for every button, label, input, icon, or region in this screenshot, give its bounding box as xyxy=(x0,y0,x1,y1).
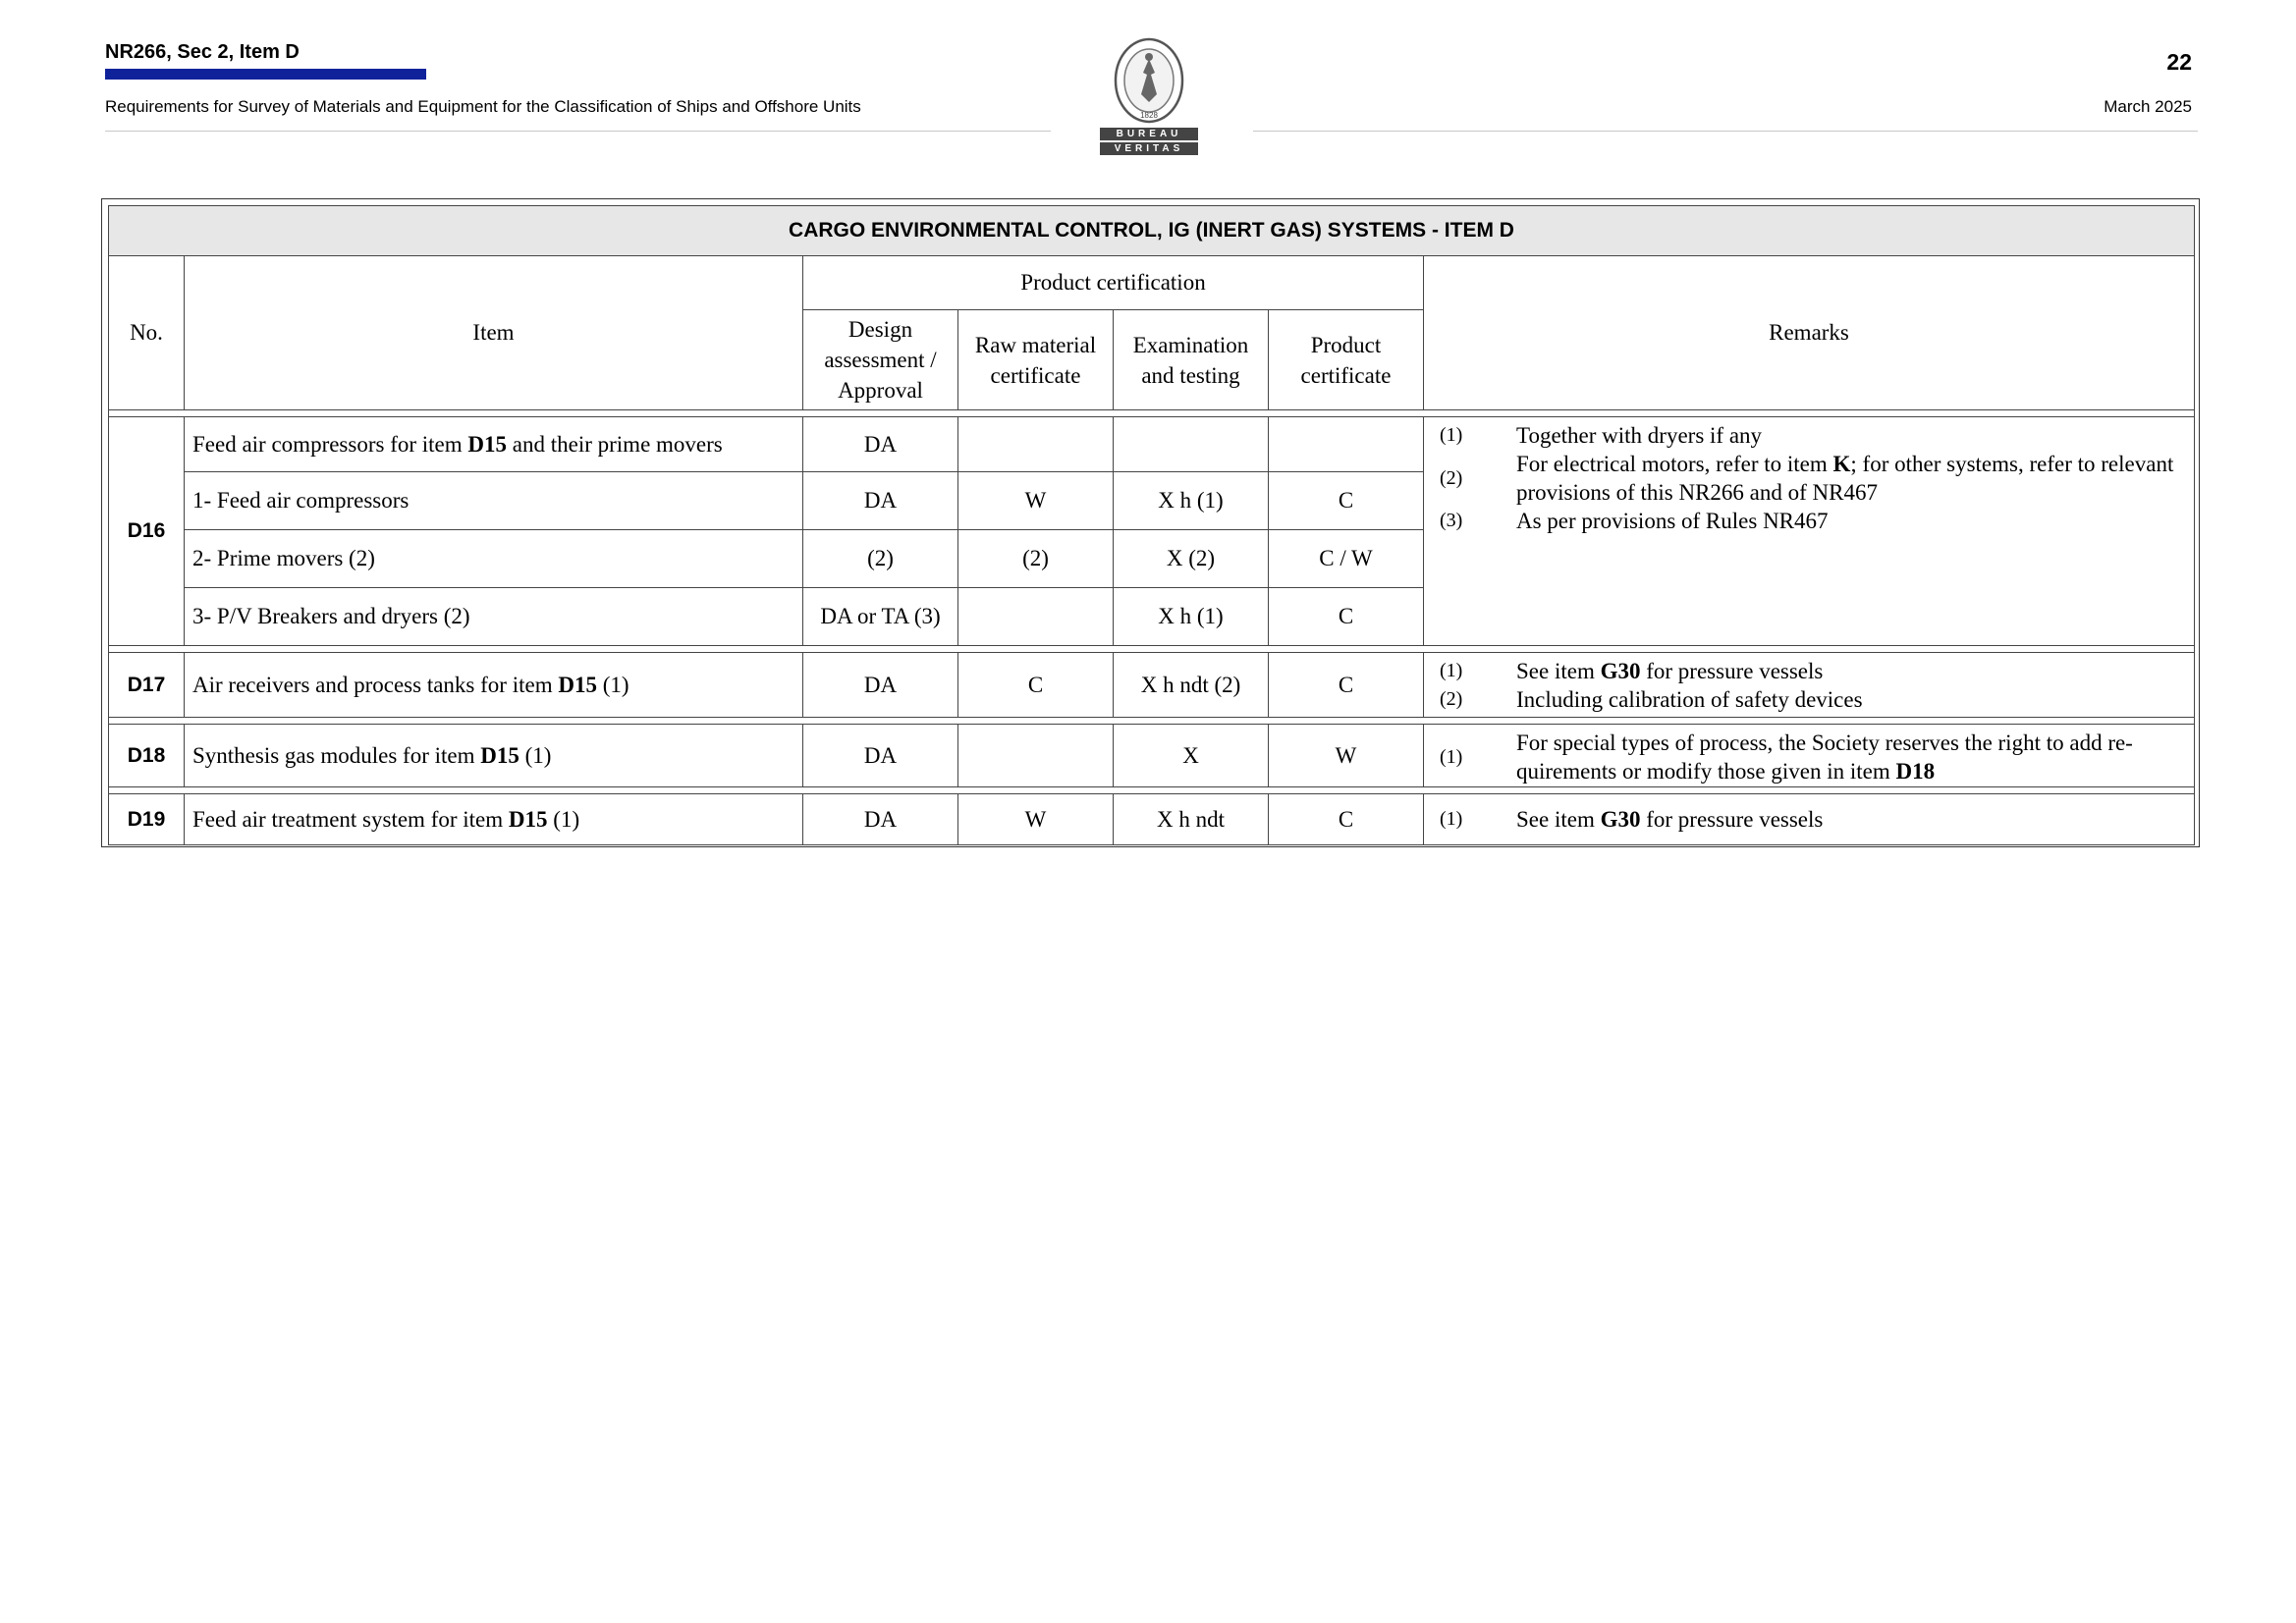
design-value: (2) xyxy=(803,530,958,588)
design-value: DA or TA (3) xyxy=(803,588,958,646)
design-value: DA xyxy=(803,472,958,530)
logo-word-top: BUREAU xyxy=(1100,128,1198,140)
raw-value: C xyxy=(958,653,1114,718)
logo-word-bottom: VERITAS xyxy=(1100,142,1198,155)
exam-value: X h (1) xyxy=(1114,472,1269,530)
item-description: 2- Prime movers (2) xyxy=(185,530,803,588)
col-header-examination: Examination and testing xyxy=(1114,310,1269,410)
seal-icon xyxy=(1098,37,1200,126)
header-accent-bar xyxy=(105,69,426,80)
design-value: DA xyxy=(803,794,958,845)
raw-value xyxy=(958,588,1114,646)
row-separator xyxy=(109,718,2195,725)
document-reference: NR266, Sec 2, Item D xyxy=(105,41,300,63)
col-header-product-certification: Product certification xyxy=(803,256,1424,310)
product-value: C xyxy=(1269,653,1424,718)
table-row xyxy=(109,653,2195,718)
col-header-product-certificate: Product certificate xyxy=(1269,310,1424,410)
logo-year: 1828 xyxy=(1140,111,1158,120)
item-description: Feed air treatment system for item D15 (1) xyxy=(185,794,803,845)
exam-value: X xyxy=(1114,725,1269,787)
page-number: 22 xyxy=(2166,49,2192,75)
product-value xyxy=(1269,417,1424,472)
exam-value xyxy=(1114,417,1269,472)
item-description: Air receivers and process tanks for item D15 (1) xyxy=(185,653,803,718)
col-header-remarks: Remarks xyxy=(1424,256,2195,410)
design-value: DA xyxy=(803,725,958,787)
table-frame xyxy=(101,198,2200,847)
design-value: DA xyxy=(803,653,958,718)
item-number: D19 xyxy=(109,794,185,845)
document-subtitle: Requirements for Survey of Materials and Equipment for the Classification of Ships and Offshore Units xyxy=(105,97,861,116)
raw-value xyxy=(958,417,1114,472)
product-value: C xyxy=(1269,794,1424,845)
table-row xyxy=(109,794,2195,845)
exam-value: X h ndt (2) xyxy=(1114,653,1269,718)
remarks-cell: (1) For special types of process, the Society reserves the right to add re-quirements or modify those given in item D18 xyxy=(1424,725,2195,787)
remarks-cell: (1) See item G30 for pressure vessels (2) Including calibration of safety devices xyxy=(1424,653,2195,718)
raw-value: W xyxy=(958,472,1114,530)
table-row xyxy=(109,417,2195,472)
item-number: D17 xyxy=(109,653,185,718)
raw-value: W xyxy=(958,794,1114,845)
row-separator xyxy=(109,410,2195,417)
product-value: C xyxy=(1269,588,1424,646)
table-title: CARGO ENVIRONMENTAL CONTROL, IG (INERT GAS) SYSTEMS - ITEM D xyxy=(109,206,2195,256)
publication-date: March 2025 xyxy=(2104,97,2192,116)
exam-value: X h (1) xyxy=(1114,588,1269,646)
col-header-design: Design assessment / Approval xyxy=(803,310,958,410)
exam-value: X (2) xyxy=(1114,530,1269,588)
col-header-item: Item xyxy=(185,256,803,410)
item-description: Synthesis gas modules for item D15 (1) xyxy=(185,725,803,787)
item-description: 3- P/V Breakers and dryers (2) xyxy=(185,588,803,646)
header-rule-right xyxy=(1253,131,2198,132)
product-value: C xyxy=(1269,472,1424,530)
col-header-no: No. xyxy=(109,256,185,410)
table-row xyxy=(109,725,2195,787)
item-number: D18 xyxy=(109,725,185,787)
item-number: D16 xyxy=(109,417,185,646)
bureau-veritas-logo xyxy=(1098,37,1200,163)
certification-table xyxy=(108,205,2195,845)
row-separator xyxy=(109,787,2195,794)
raw-value xyxy=(958,725,1114,787)
row-separator xyxy=(109,646,2195,653)
remarks-cell: (1) Together with dryers if any (2) For electrical motors, refer to item K; for other systems, refer to relevant provisions of this NR266 and of NR467 (3) As per provisions of Rules NR467 xyxy=(1424,417,2195,646)
item-description: Feed air compressors for item D15 and their prime movers xyxy=(185,417,803,472)
remarks-cell: (1) See item G30 for pressure vessels xyxy=(1424,794,2195,845)
design-value: DA xyxy=(803,417,958,472)
exam-value: X h ndt xyxy=(1114,794,1269,845)
raw-value: (2) xyxy=(958,530,1114,588)
header-rule-left xyxy=(105,131,1051,132)
item-description: 1- Feed air compressors xyxy=(185,472,803,530)
product-value: C / W xyxy=(1269,530,1424,588)
col-header-raw-material: Raw material certificate xyxy=(958,310,1114,410)
product-value: W xyxy=(1269,725,1424,787)
